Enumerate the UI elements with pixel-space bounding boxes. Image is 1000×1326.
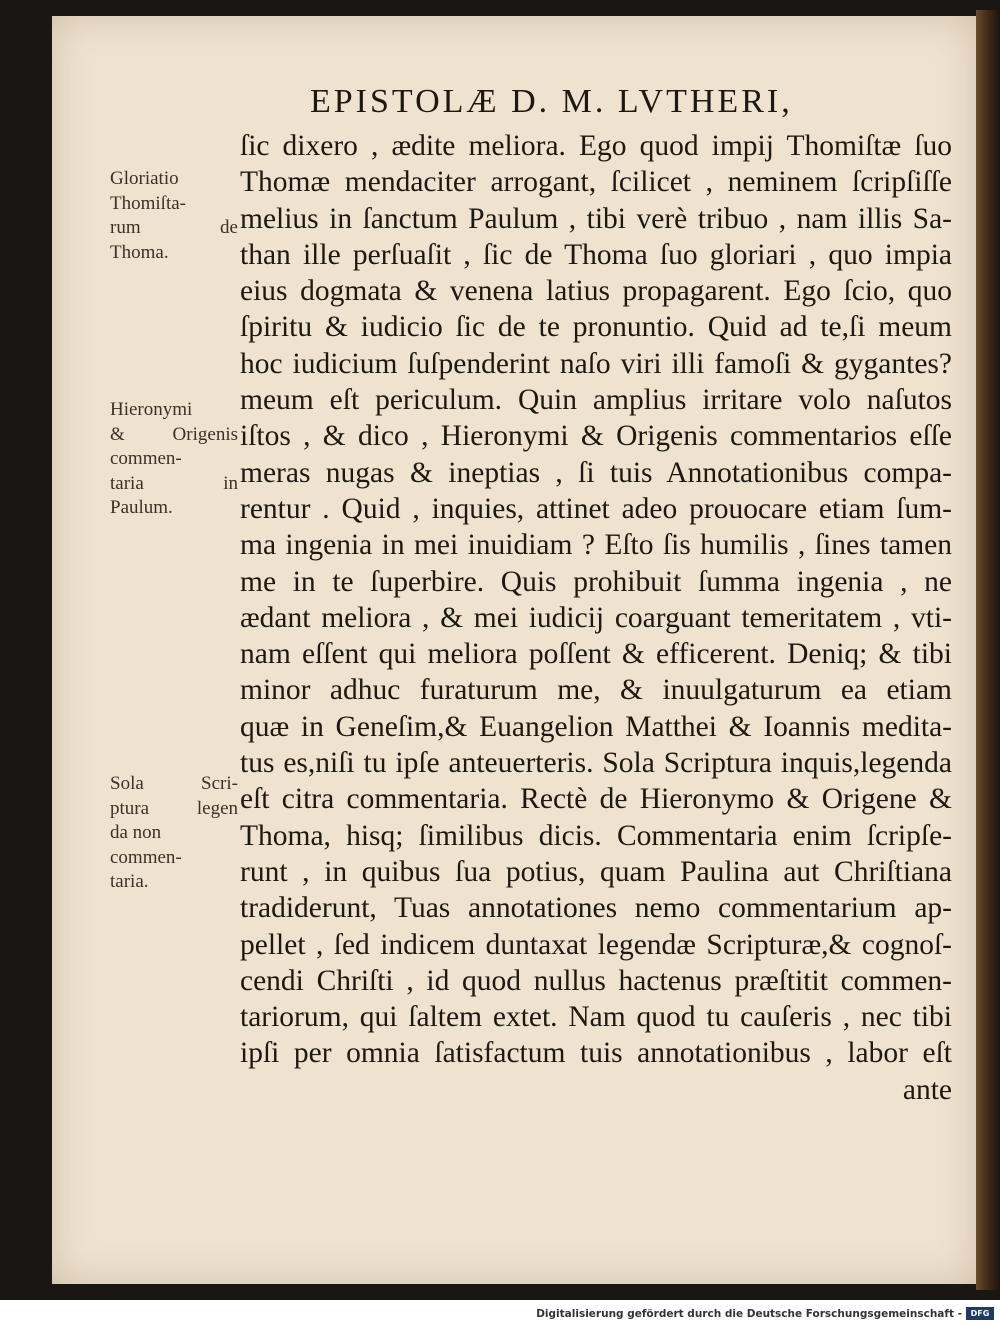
margin-note-line: Sola Scri- — [110, 773, 238, 794]
margin-note-line: ptura legen — [110, 797, 238, 819]
margin-note-line: Gloriatio — [110, 168, 179, 189]
body-line-22: tradiderunt, Tuas annotationes nemo commentarium ap- — [240, 892, 952, 925]
body-line-10: meras nugas & ineptias , ſi tuis Annotationibus compa- — [240, 456, 952, 489]
body-line-1: ſic dixero , ædite meliora. Ego quod impij Thomiſtæ ſuo — [240, 130, 952, 162]
body-line-13: me in te ſuperbire. Quis prohibuit ſumma ingenia , ne — [240, 565, 952, 598]
margin-note-line: Hieronymi — [110, 399, 193, 420]
body-line-4: than ille perſuaſit , ſic de Thoma ſuo gloriari , quo impia — [240, 238, 952, 271]
body-line-15: nam eſſent qui meliora poſſent & efficerent. Deniq; & tibi — [240, 638, 952, 671]
margin-note-sola-scriptura — [110, 772, 238, 895]
body-line-2: Thomæ mendaciter arrogant, ſcilicet , neminem ſcripſiſſe — [240, 166, 952, 199]
margin-note-line: da non — [110, 822, 162, 843]
body-line-6: ſpiritu & iudicio ſic de te pronuntio. Quid ad te,ſi meum — [240, 311, 952, 344]
body-line-14: ædant meliora , & mei iudicij coarguant temeritatem , vti- — [240, 601, 952, 634]
body-line-23: pellet , ſed indicem duntaxat legendæ Scripturæ,& cognoſ- — [240, 928, 952, 961]
body-line-18: tus es,niſi tu ipſe anteuerteris. Sola Scriptura inquis,legenda — [240, 747, 952, 780]
margin-note-line: rum de — [110, 217, 238, 238]
page-edge-shadow — [976, 10, 998, 1290]
body-text — [240, 128, 952, 1108]
catchword: ante — [902, 1073, 952, 1106]
body-line-17: quæ in Geneſim,& Euangelion Matthei & Ioannis medita- — [240, 710, 952, 743]
body-line-5: eius dogmata & venena latius propagarent. Ego ſcio, quo — [240, 275, 952, 308]
body-line-3: melius in ſanctum Paulum , tibi verè tribuo , nam illis Sa- — [240, 202, 952, 235]
body-line-9: iſtos , & dico , Hieronymi & Origenis commentarios eſſe — [240, 420, 952, 453]
margin-note-line: Paulum. — [110, 497, 173, 518]
body-line-11: rentur . Quid , inquies, attinet adeo prouocare etiam ſum- — [240, 492, 952, 525]
body-line-8: meum eſt periculum. Quin amplius irritare volo naſutos — [240, 384, 952, 417]
body-line-7: hoc iudicium ſuſpenderint naſo viri illi famoſi & gygantes? — [240, 347, 952, 380]
footer-bar — [0, 1300, 1000, 1326]
funding-notice: Digitalisierung gefördert durch die Deutsche Forschungsgemeinschaft - — [536, 1308, 962, 1320]
body-line-26: ipſi per omnia ſatisfactum tuis annotationibus , labor eſt — [240, 1037, 952, 1070]
body-line-25: tariorum, qui ſaltem extet. Nam quod tu cauſeris , nec tibi — [240, 1001, 952, 1034]
margin-note-hieronymi — [110, 398, 238, 521]
body-line-24: cendi Chriſti , id quod nullus hactenus præſtitit commen- — [240, 964, 952, 997]
margin-note-line: commen- — [110, 846, 182, 868]
margin-note-line: commen- — [110, 448, 182, 469]
body-line-20: Thoma, hisq; ſimilibus dicis. Commentaria enim ſcripſe- — [240, 819, 952, 852]
body-line-12: ma ingenia in mei inuidiam ? Eſto ſis humilis , ſines tamen — [240, 529, 952, 562]
margin-note-line: Thoma. — [110, 241, 169, 263]
body-line-19: eſt citra commentaria. Rectè de Hieronymo & Origene & — [240, 783, 952, 816]
margin-note-line: taria. — [110, 871, 149, 892]
running-head: EPISTOLÆ D. M. LVTHERI, — [310, 83, 793, 120]
margin-note-gloriatio — [110, 167, 238, 265]
body-line-16: minor adhuc furaturum me, & inuulgaturum ea etiam — [240, 674, 952, 707]
dfg-logo-icon: DFG — [966, 1307, 994, 1320]
margin-note-line: taria in — [110, 472, 238, 494]
margin-note-line: & Origenis — [110, 423, 238, 445]
body-line-21: runt , in quibus ſua potius, quam Paulina aut Chriſtiana — [240, 855, 952, 888]
margin-note-line: Thomiſta- — [110, 192, 186, 214]
